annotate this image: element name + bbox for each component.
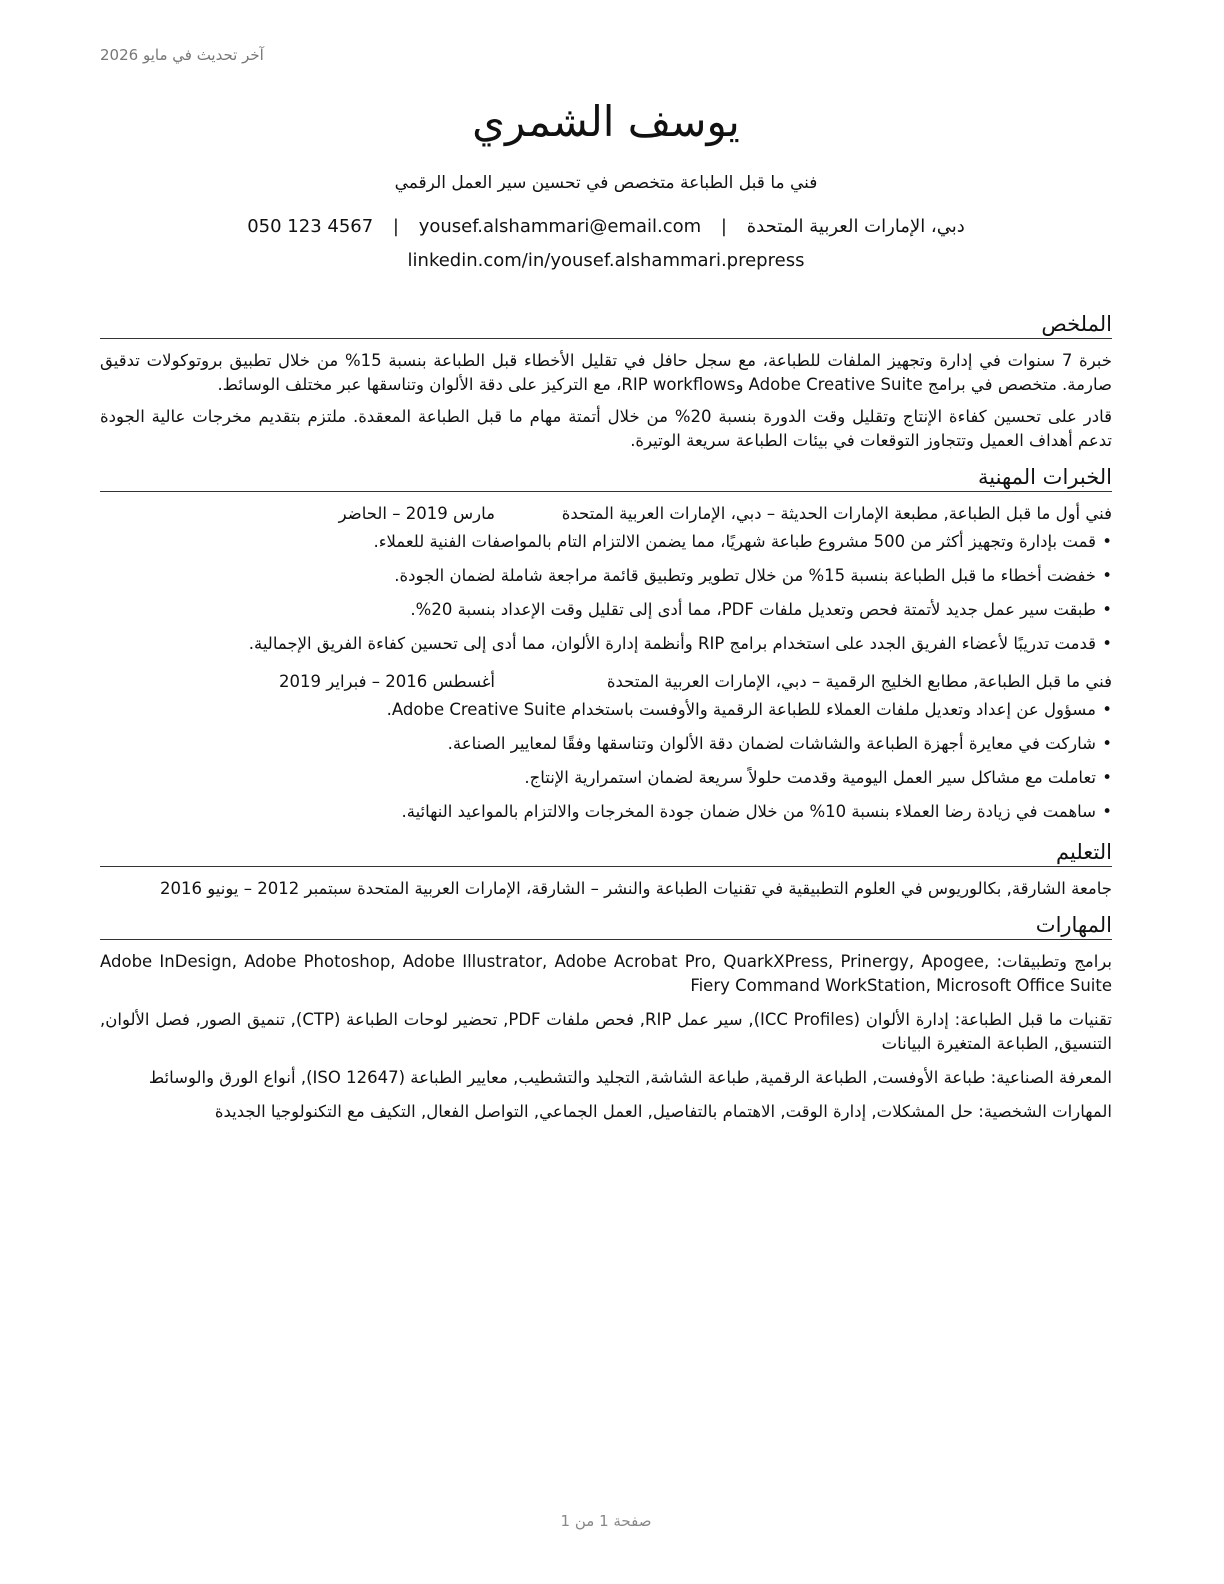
contact-separator: |: [392, 216, 399, 237]
job-bullets: [100, 698, 1112, 824]
summary-section: [100, 310, 1112, 453]
contact-linkedin[interactable]: linkedin.com/in/yousef.alshammari.prepress: [407, 250, 805, 271]
candidate-tagline: فني ما قبل الطباعة متخصص في تحسين سير العمل الرقمي: [394, 173, 818, 193]
summary-paragraph: قادر على تحسين كفاءة الإنتاج وتقليل وقت الدورة بنسبة 20% من خلال أتمتة مهام ما قبل الطباعة المعقدة. ملتزم بتقديم مخرجات عالية الجودة تدعم أهداف العميل وتتجاوز التوقعات في بيئات الطباعة سريعة الوتيرة.: [100, 407, 1112, 450]
job-bullet: • طبقت سير عمل جديد لأتمتة فحص وتعديل ملفات PDF، مما أدى إلى تقليل وقت الإعداد بنسبة 20%.: [100, 598, 1112, 622]
job-bullet: • ساهمت في زيادة رضا العملاء بنسبة 10% من خلال ضمان جودة المخرجات والالتزام بالمواعيد النهائية.: [100, 800, 1112, 824]
job-entry: [100, 502, 1112, 656]
job-bullet: • تعاملت مع مشاكل سير العمل اليومية وقدمت حلولاً سريعة لضمان استمرارية الإنتاج.: [100, 766, 1112, 790]
experience-section: [100, 463, 1112, 824]
education-entry: جامعة الشارقة, بكالوريوس في العلوم التطبيقية في تقنيات الطباعة والنشر – الشارقة، الإمارات العربية المتحدة سبتمبر 2012 – يونيو 2016: [160, 879, 1112, 898]
job-title: فني أول ما قبل الطباعة, مطبعة الإمارات الحديثة – دبي، الإمارات العربية المتحدة: [561, 504, 1112, 523]
job-bullet: • مسؤول عن إعداد وتعديل ملفات العملاء للطباعة الرقمية والأوفست باستخدام Adobe Creative Suite.: [100, 698, 1112, 722]
job-dates: أغسطس 2016 – فبراير 2019: [279, 672, 495, 691]
last-updated-note: آخر تحديث في مايو 2026: [100, 46, 264, 64]
summary-paragraph: خبرة 7 سنوات في إدارة وتجهيز الملفات للطباعة، مع سجل حافل في تقليل الأخطاء قبل الطباعة بنسبة 15% من خلال تطبيق بروتوكولات تدقيق صارمة. متخصص في برامج Adobe Creative Suite وRIP workflows، مع التركيز على دقة الألوان وتناسقها عبر مختلف الوسائط.: [100, 351, 1112, 394]
resume-content: [100, 310, 1112, 1134]
contact-email[interactable]: yousef.alshammari@email.com: [418, 216, 702, 237]
skill-row: برامج وتطبيقات: Adobe InDesign, Adobe Photoshop, Adobe Illustrator, Adobe Acrobat Pro, QuarkXPress, Prinergy, Apogee, Fiery Command WorkStation, Microsoft Office Suite: [100, 952, 1113, 995]
contact-location: دبي، الإمارات العربية المتحدة: [746, 216, 965, 237]
job-bullet: • شاركت في معايرة أجهزة الطباعة والشاشات لضمان دقة الألوان وتناسقها وفقًا لمعايير الصناعة.: [100, 732, 1112, 756]
job-header: [100, 502, 1112, 526]
resume-header: [100, 92, 1112, 273]
candidate-name: يوسف الشمري: [472, 97, 740, 146]
job-title: فني ما قبل الطباعة, مطابع الخليج الرقمية – دبي، الإمارات العربية المتحدة: [606, 672, 1112, 691]
page-number: صفحة 1 من 1: [560, 1512, 652, 1530]
job-dates: مارس 2019 – الحاضر: [338, 504, 495, 523]
job-entry: [100, 670, 1112, 824]
skill-row: تقنيات ما قبل الطباعة: إدارة الألوان (ICC Profiles), سير عمل RIP, فحص ملفات PDF, تحضير لوحات الطباعة (CTP), تنميق الصور, فصل الألوان, التنسيق, الطباعة المتغيرة البيانات: [100, 1010, 1112, 1053]
section-title-education: التعليم: [100, 838, 1112, 867]
job-bullets: [100, 530, 1112, 656]
contact-separator: |: [720, 216, 727, 237]
section-title-skills: المهارات: [100, 911, 1112, 940]
job-bullet: • قدمت تدريبًا لأعضاء الفريق الجدد على استخدام برامج RIP وأنظمة إدارة الألوان، مما أدى إلى تحسين كفاءة الفريق الإجمالية.: [100, 632, 1112, 656]
resume-page: [100, 0, 1112, 1584]
job-bullet: • قمت بإدارة وتجهيز أكثر من 500 مشروع طباعة شهريًا، مما يضمن الالتزام التام بالمواصفات الفنية للعملاء.: [100, 530, 1112, 554]
contact-line: [100, 215, 1112, 239]
skills-section: [100, 911, 1112, 1124]
skill-row: المعرفة الصناعية: طباعة الأوفست, الطباعة الرقمية, طباعة الشاشة, التجليد والتشطيب, معايير الطباعة (ISO 12647), أنواع الورق والوسائط: [148, 1068, 1112, 1087]
skill-row: المهارات الشخصية: حل المشكلات, إدارة الوقت, الاهتمام بالتفاصيل, العمل الجماعي, التواصل الفعال, التكيف مع التكنولوجيا الجديدة: [214, 1102, 1112, 1121]
section-title-summary: الملخص: [100, 310, 1112, 339]
contact-phone: 050 123 4567: [247, 216, 374, 237]
section-title-experience: الخبرات المهنية: [100, 463, 1112, 492]
job-bullet: • خفضت أخطاء ما قبل الطباعة بنسبة 15% من خلال تطوير وتطبيق قائمة مراجعة شاملة لضمان الجودة.: [100, 564, 1112, 588]
education-section: [100, 838, 1112, 901]
job-header: [100, 670, 1112, 694]
